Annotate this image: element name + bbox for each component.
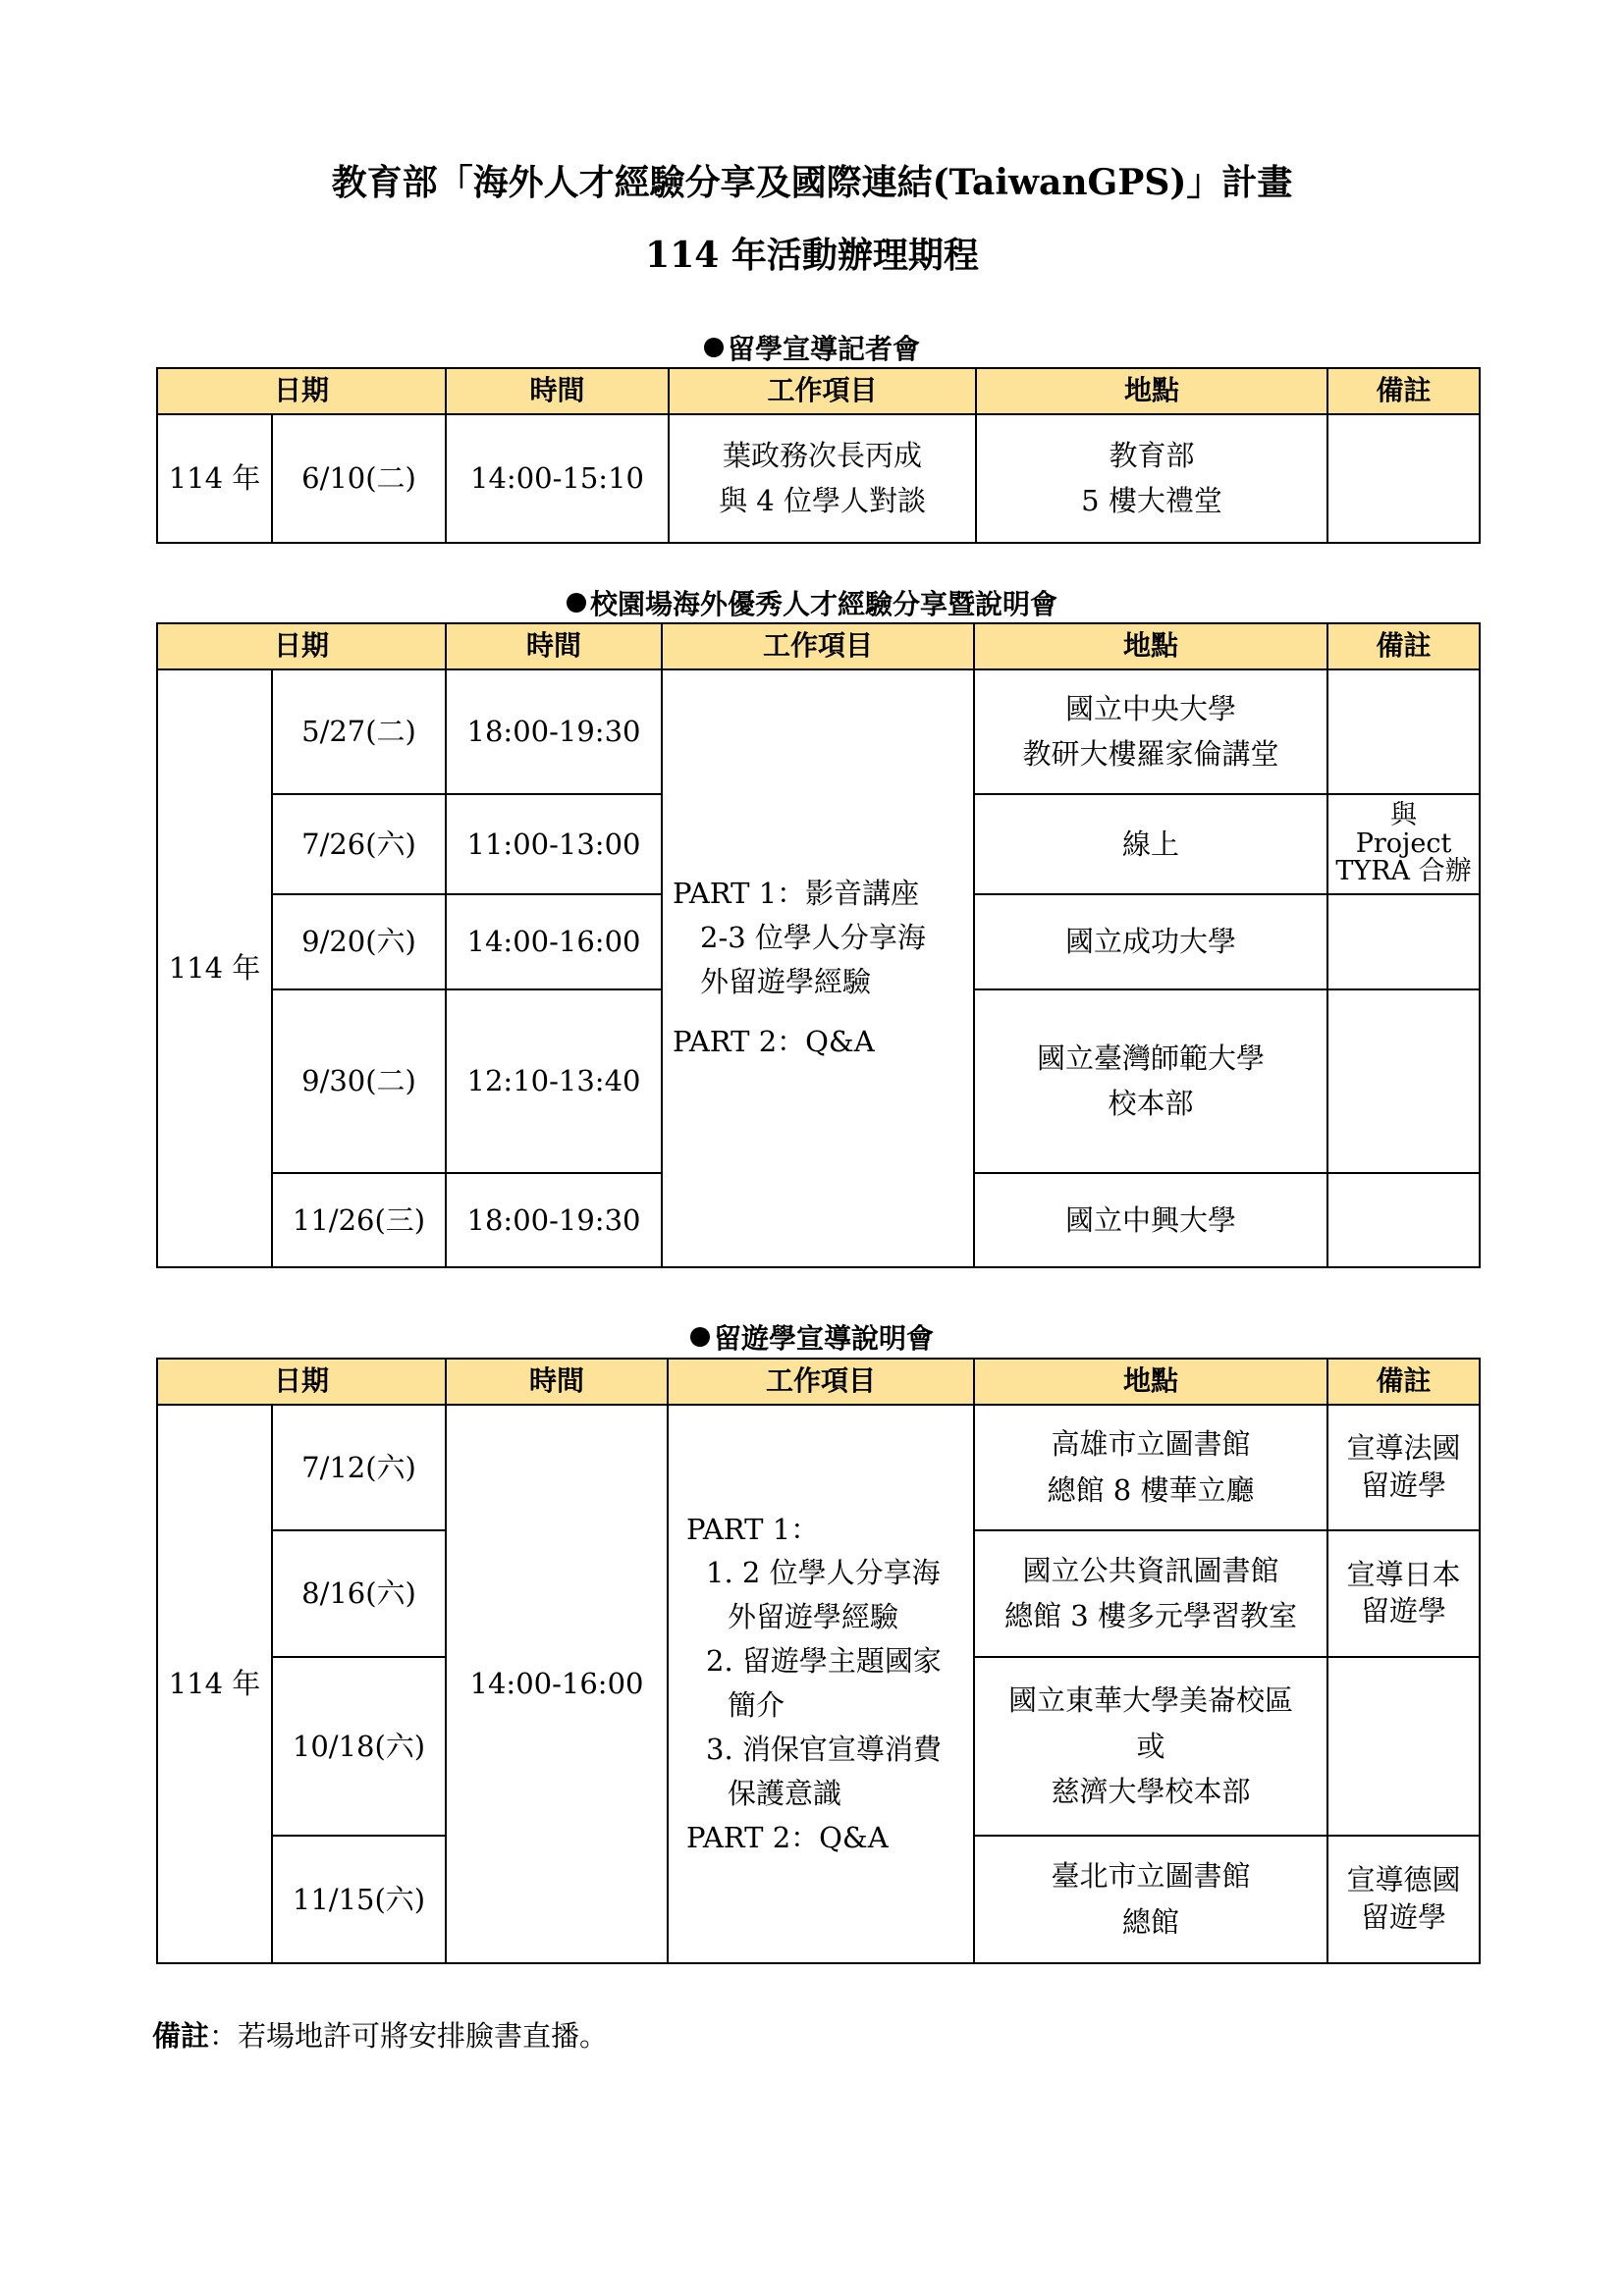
- section3-heading: [0, 1317, 1624, 1357]
- remark-cell: [1327, 1836, 1480, 1963]
- date-cell: 11/15(六): [272, 1836, 446, 1963]
- place-cell: [974, 1530, 1327, 1657]
- press-conference-table: [156, 367, 1481, 544]
- work-line: 外留遊學經驗: [728, 1600, 899, 1634]
- header-place: 地點: [974, 1359, 1327, 1405]
- work-line: PART 2：Q&A: [686, 1821, 889, 1855]
- place-line: 國立臺灣師範大學: [1037, 1041, 1266, 1075]
- remark-line: 宣導日本: [1346, 1557, 1461, 1591]
- footnote-text: ：若場地許可將安排臉書直播。: [209, 2019, 609, 2053]
- header-place: 地點: [976, 368, 1327, 414]
- work-cell: [662, 669, 974, 1267]
- work-line: 保護意識: [728, 1777, 842, 1811]
- remark-line: 宣導德國: [1346, 1863, 1461, 1897]
- work-cell: [668, 1405, 974, 1963]
- date-cell: 7/26(六): [272, 794, 446, 894]
- place-line: 高雄市立圖書館: [1051, 1427, 1251, 1462]
- bullet-icon: [704, 338, 724, 357]
- header-time: 時間: [446, 623, 662, 669]
- header-place: 地點: [974, 623, 1327, 669]
- work-line: PART 1：影音講座: [673, 877, 920, 911]
- remark-line: 宣導法國: [1346, 1431, 1461, 1466]
- year-cell: 114 年: [157, 669, 272, 1267]
- date-cell: 9/20(六): [272, 894, 446, 989]
- place-cell: 國立成功大學: [974, 894, 1327, 989]
- remark-line: 與: [1390, 800, 1418, 831]
- header-time: 時間: [446, 368, 669, 414]
- header-remark: 備註: [1327, 623, 1480, 669]
- table-header-row: [157, 623, 1480, 669]
- year-cell: 114 年: [157, 1405, 272, 1963]
- place-line: 臺北市立圖書館: [1051, 1859, 1251, 1894]
- work-line: 葉政務次長丙成: [723, 438, 923, 472]
- footnote-label: 備註: [152, 2019, 210, 2053]
- remark-cell: [1327, 669, 1480, 794]
- time-cell: 14:00-16:00: [446, 894, 662, 989]
- place-line: 總館 8 樓華立廳: [1047, 1472, 1255, 1507]
- work-line: 2-3 位學人分享海: [700, 921, 926, 955]
- header-date: 日期: [157, 1359, 446, 1405]
- work-line: 簡介: [728, 1688, 785, 1723]
- work-line: 與 4 位學人對談: [719, 484, 926, 518]
- place-line: 國立東華大學美崙校區: [1008, 1683, 1294, 1718]
- place-line: 慈濟大學校本部: [1051, 1774, 1251, 1808]
- place-line: 教育部: [1109, 438, 1195, 472]
- time-cell: 14:00-15:10: [446, 414, 669, 543]
- date-cell: 11/26(三): [272, 1173, 446, 1267]
- place-line: 總館 3 樓多元學習教室: [1004, 1599, 1297, 1633]
- place-line: 總館: [1122, 1904, 1180, 1939]
- header-work: 工作項目: [668, 1359, 974, 1405]
- remark-cell: [1327, 894, 1480, 989]
- remark-cell: [1327, 1530, 1480, 1657]
- header-work: 工作項目: [669, 368, 976, 414]
- remark-cell: [1327, 1657, 1480, 1836]
- document-title: 教育部「海外人才經驗分享及國際連結(TaiwanGPS)」計畫: [331, 162, 1293, 203]
- header-work: 工作項目: [662, 623, 974, 669]
- year-cell: 114 年: [157, 414, 272, 543]
- place-cell: [974, 669, 1327, 794]
- place-cell: 國立中興大學: [974, 1173, 1327, 1267]
- footnote: [152, 2014, 608, 2055]
- date-cell: 8/16(六): [272, 1530, 446, 1657]
- remark-line: TYRA 合辦: [1335, 855, 1472, 886]
- time-cell: 14:00-16:00: [446, 1405, 668, 1963]
- remark-line: 留遊學: [1361, 1594, 1447, 1629]
- place-cell: [974, 1405, 1327, 1530]
- place-line: 校本部: [1108, 1087, 1194, 1121]
- work-line: PART 1：: [686, 1512, 820, 1546]
- remark-line: Project: [1355, 828, 1452, 859]
- place-line: 教研大樓羅家倫講堂: [1022, 737, 1279, 772]
- document-subtitle: 114 年活動辦理期程: [645, 235, 979, 276]
- bullet-icon: [690, 1327, 710, 1347]
- place-line: 5 樓大禮堂: [1081, 484, 1222, 518]
- table-row: [157, 414, 1480, 543]
- work-line: PART 2：Q&A: [673, 1025, 875, 1059]
- place-cell: [974, 989, 1327, 1173]
- study-abroad-session-table: [156, 1358, 1481, 1964]
- date-cell: 5/27(二): [272, 669, 446, 794]
- section1-heading: [0, 328, 1624, 367]
- header-remark: 備註: [1327, 1359, 1480, 1405]
- date-cell: 6/10(二): [272, 414, 446, 543]
- remark-cell: [1327, 1173, 1480, 1267]
- table-row: [157, 1405, 1480, 1530]
- time-cell: 11:00-13:00: [446, 794, 662, 894]
- header-time: 時間: [446, 1359, 668, 1405]
- place-cell: 線上: [974, 794, 1327, 894]
- section2-heading: [0, 583, 1624, 622]
- date-cell: 7/12(六): [272, 1405, 446, 1530]
- work-line: 1. 2 位學人分享海: [706, 1556, 941, 1590]
- table-row: [157, 669, 1480, 794]
- header-remark: 備註: [1327, 368, 1480, 414]
- place-cell: [974, 1657, 1327, 1836]
- remark-cell: [1327, 989, 1480, 1173]
- work-line: 外留遊學經驗: [700, 965, 872, 999]
- work-line: 2. 留遊學主題國家: [706, 1644, 942, 1679]
- campus-session-table: [156, 622, 1481, 1268]
- place-line: 或: [1136, 1729, 1165, 1763]
- table-header-row: [157, 1359, 1480, 1405]
- work-cell: [669, 414, 976, 543]
- remark-line: 留遊學: [1361, 1899, 1447, 1934]
- header-date: 日期: [157, 623, 446, 669]
- date-cell: 9/30(二): [272, 989, 446, 1173]
- remark-cell: [1327, 794, 1480, 894]
- section2-title: 校園場海外優秀人才經驗分享暨說明會: [589, 588, 1057, 620]
- date-cell: 10/18(六): [272, 1657, 446, 1836]
- table-header-row: [157, 368, 1480, 414]
- header-date: 日期: [157, 368, 446, 414]
- section3-title: 留遊學宣導說明會: [713, 1322, 934, 1355]
- place-line: 國立中央大學: [1065, 691, 1237, 725]
- place-cell: [974, 1836, 1327, 1963]
- remark-cell: [1327, 1405, 1480, 1530]
- bullet-icon: [567, 593, 586, 613]
- time-cell: 18:00-19:30: [446, 669, 662, 794]
- work-line: 3. 消保官宣導消費: [706, 1733, 942, 1767]
- time-cell: 12:10-13:40: [446, 989, 662, 1173]
- remark-cell: [1327, 414, 1480, 543]
- place-line: 國立公共資訊圖書館: [1022, 1553, 1279, 1587]
- time-cell: 18:00-19:30: [446, 1173, 662, 1267]
- remark-line: 留遊學: [1361, 1468, 1447, 1502]
- section1-title: 留學宣導記者會: [727, 333, 920, 365]
- place-cell: [976, 414, 1327, 543]
